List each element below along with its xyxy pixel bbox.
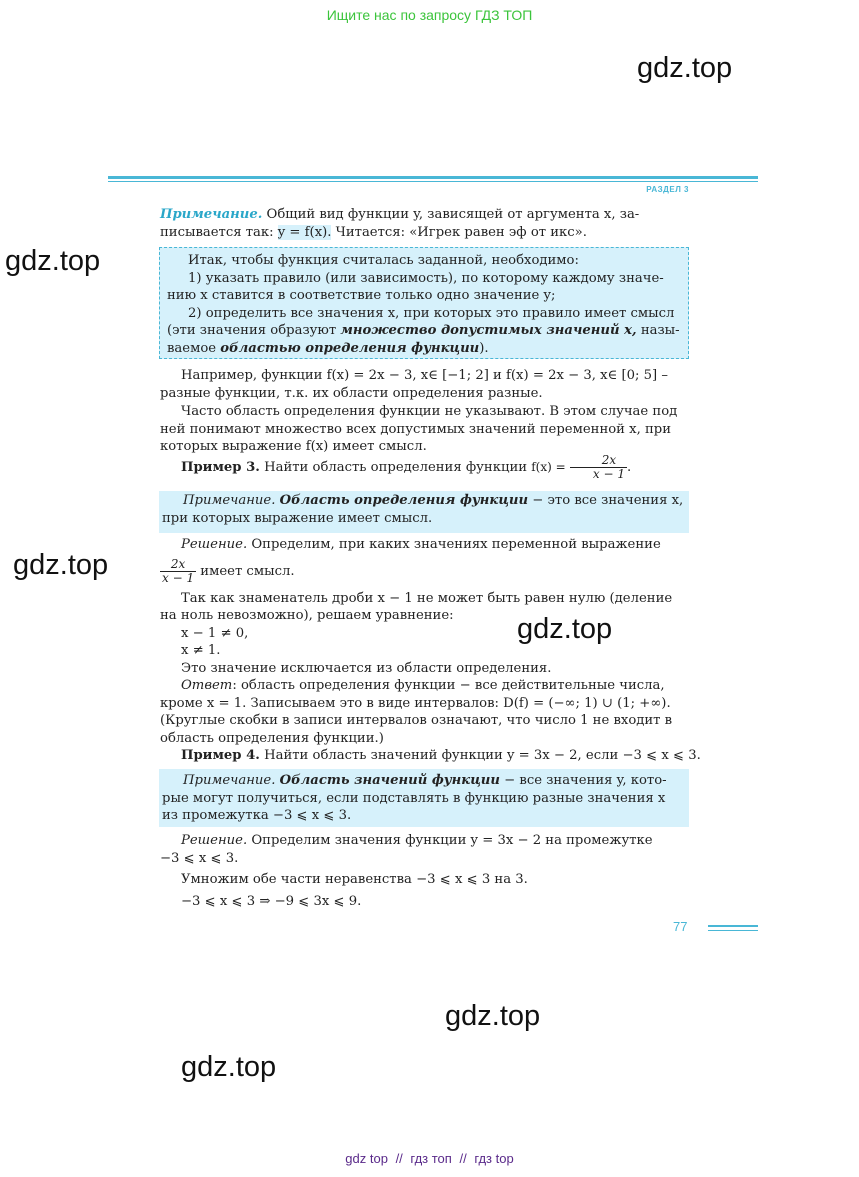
solution-line: −3 ⩽ x ⩽ 3. — [160, 850, 239, 866]
footer-separator: // — [395, 1151, 403, 1166]
header-search-link[interactable]: Ищите нас по запросу ГДЗ ТОП — [326, 7, 533, 23]
note-1 — [160, 206, 690, 241]
box-line: 1) указать правило (или зависимость), по которому каждому значе- — [188, 270, 664, 286]
watermark: gdz.top — [13, 549, 109, 581]
note-box-2 — [159, 491, 689, 533]
note-text: из промежутка −3 ⩽ x ⩽ 3. — [162, 808, 352, 823]
equation-line: x − 1 ≠ 0, — [181, 625, 249, 641]
note-1-text-3: Читается: «Игрек равен эф от икс». — [331, 224, 587, 240]
watermark: gdz.top — [5, 245, 101, 277]
solution-line: на ноль невозможно), решаем уравнение: — [160, 608, 454, 623]
paragraph-line: ней понимают множество всех допустимых значений переменной x, при — [160, 421, 672, 437]
term-bold: множество допустимых значений x, — [340, 323, 637, 338]
solution-4 — [160, 832, 690, 910]
note-text: при которых выражение имеет смысл. — [162, 511, 433, 526]
watermark: gdz.top — [181, 1051, 277, 1083]
note-1-text: Общий вид функции y, зависящей от аргумента x, за- — [262, 207, 640, 222]
note-text: рые могут получиться, если подставлять в функцию разные значения x — [162, 790, 666, 806]
example-text: Найти область определения функции — [259, 460, 532, 475]
footer-link[interactable]: гдз top — [474, 1151, 514, 1166]
definition-box — [159, 247, 689, 359]
example-label: Пример 4. — [181, 748, 260, 763]
paragraph-example-functions — [160, 367, 690, 402]
answer-label: Ответ — [181, 678, 233, 693]
paragraph-line: которых выражение f(x) имеет смысл. — [160, 439, 427, 454]
note-label: Примечание. — [183, 773, 276, 788]
solution-line: Это значение исключается из области определения. — [181, 660, 552, 676]
term-bold: областью определения функции — [220, 340, 480, 356]
note-text: − это все значения x, — [528, 493, 684, 508]
paragraph-line: Часто область определения функции не указывают. В этом случае под — [181, 404, 678, 419]
box-text: ). — [479, 340, 489, 356]
box-text: назы- — [636, 323, 680, 338]
box-line: Итак, чтобы функция считалась заданной, необходимо: — [188, 253, 579, 268]
fraction — [570, 454, 627, 481]
solution-line: −3 ⩽ x ⩽ 3 ⇒ −9 ⩽ 3x ⩽ 9. — [181, 893, 362, 909]
note-1-text-2: писывается так: — [160, 224, 278, 240]
solution-label: Решение. — [181, 537, 248, 552]
fraction-numerator: 2x — [570, 454, 627, 468]
paragraph-line: Например, функции f(x) = 2x − 3, x∈ [−1; 2] и f(x) = 2x − 3, x∈ [0; 5] – — [181, 368, 668, 383]
formula-lhs: f(x) = — [531, 460, 566, 474]
header-rule — [108, 176, 758, 179]
example-label: Пример 3. — [181, 460, 260, 475]
period: . — [626, 460, 632, 475]
box-line: 2) определить все значения x, при которых это правило имеет смысл — [188, 305, 675, 321]
box-line: нию x ставится в соответствие только одно значение y; — [167, 288, 556, 303]
header-rule-thin — [108, 181, 758, 182]
watermark: gdz.top — [637, 52, 733, 84]
solution-label: Решение. — [181, 833, 248, 848]
page-rule — [708, 925, 758, 927]
box-text: (эти значения образуют — [167, 323, 341, 338]
solution-text: Определим значения функции y = 3x − 2 на промежутке — [247, 833, 653, 848]
note-label: Примечание. — [160, 207, 263, 222]
term-bold: Область определения функции — [279, 493, 529, 508]
paragraph-domain — [160, 403, 690, 456]
page-rule-thin — [708, 930, 758, 931]
fraction — [160, 558, 196, 585]
footer-separator: // — [459, 1151, 467, 1166]
example-3 — [160, 454, 690, 481]
page-number: 77 — [673, 919, 688, 934]
term-bold: Область значений функции — [279, 773, 500, 788]
answer-text: : область определения функции − все действительные числа, — [232, 678, 665, 693]
solution-line: Так как знаменатель дроби x − 1 не может быть равен нулю (деление — [181, 590, 673, 606]
watermark: gdz.top — [517, 613, 613, 645]
solution-text: Определим, при каких значениях переменной выражение — [247, 537, 661, 552]
solution-text: имеет смысл. — [196, 563, 295, 579]
box-text: ваемое — [167, 340, 221, 356]
answer-line: кроме x = 1. Записываем это в виде интервалов: D(f) = (−∞; 1) ∪ (1; +∞). — [160, 695, 671, 711]
fraction-numerator: 2x — [160, 558, 196, 572]
footer-links — [0, 1151, 859, 1166]
answer-line: область определения функции.) — [160, 730, 384, 746]
note-label: Примечание. — [183, 493, 276, 508]
example-text: Найти область значений функции y = 3x − 2, если −3 ⩽ x ⩽ 3. — [259, 748, 701, 763]
formula-highlight: y = f(x). — [277, 224, 332, 240]
note-text: − все значения y, кото- — [499, 773, 667, 788]
equation-line: x ≠ 1. — [181, 643, 221, 658]
footer-link[interactable]: gdz top — [345, 1151, 388, 1166]
solution-3 — [160, 536, 690, 747]
fraction-denominator: x − 1 — [162, 570, 195, 585]
example-4 — [160, 747, 701, 765]
solution-line: Умножим обе части неравенства −3 ⩽ x ⩽ 3 на 3. — [181, 872, 528, 887]
note-box-3 — [159, 769, 689, 827]
footer-link[interactable]: гдз топ — [410, 1151, 452, 1166]
paragraph-line: разные функции, т.к. их области определения разные. — [160, 385, 543, 401]
section-label: РАЗДЕЛ 3 — [646, 185, 689, 194]
watermark: gdz.top — [445, 1000, 541, 1032]
answer-line: (Круглые скобки в записи интервалов означают, что число 1 не входит в — [160, 713, 673, 728]
fraction-denominator: x − 1 — [592, 467, 625, 481]
